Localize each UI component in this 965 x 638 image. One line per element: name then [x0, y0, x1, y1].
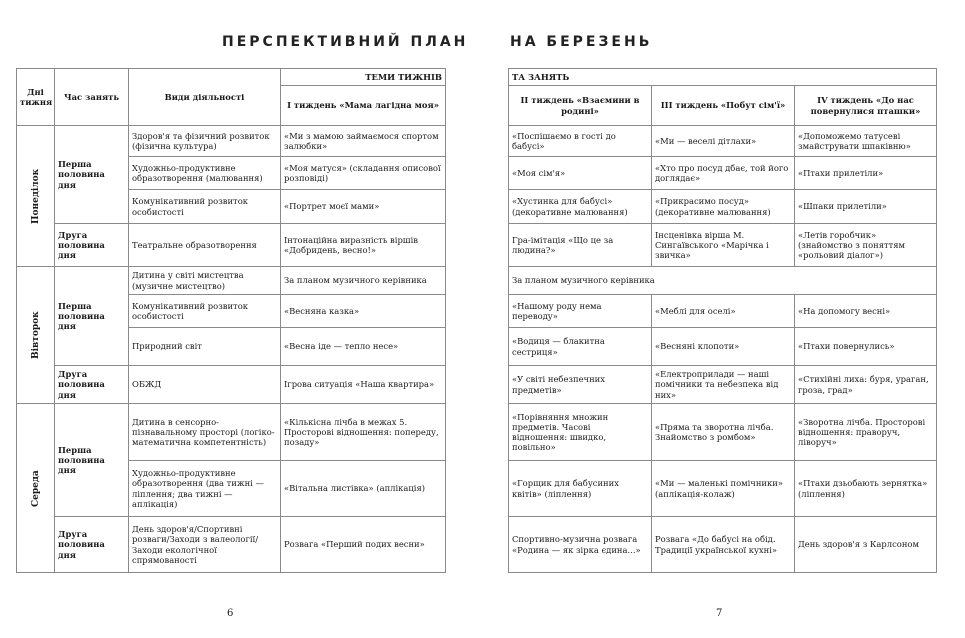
week4-cell: День здоров'я з Карлсоном — [795, 517, 937, 573]
week3-cell: «Електроприлади — наші помічники та небезпека від них» — [652, 366, 795, 404]
week1-cell: «Весна іде — тепло несе» — [281, 328, 446, 366]
week2-cell: «Водиця — блакитна сестриця» — [509, 328, 652, 366]
header-week1: І тиждень «Мама лагідна моя» — [281, 86, 446, 126]
week4-cell: «Птахи повернулись» — [795, 328, 937, 366]
week4-cell: «Птахи прилетіли» — [795, 157, 937, 190]
week3-cell: Розвага «До бабусі на обід. Традиції української кухні» — [652, 517, 795, 573]
week3-cell: «Пряма та зворотна лічба. Знайомство з ромбом» — [652, 404, 795, 461]
week3-cell: Інсценівка вірша М. Сингаївського «Марічка і звичка» — [652, 224, 795, 267]
week2-cell: «Моя сім'я» — [509, 157, 652, 190]
page-number-left: 6 — [227, 608, 234, 619]
plan-title-left: ПЕРСПЕКТИВНИЙ ПЛАН — [222, 34, 469, 50]
activity-cell: Театральне образотворення — [129, 224, 281, 267]
week4-cell: «Птахи дзьобають зернятка» (ліплення) — [795, 461, 937, 517]
week4-cell: «Допоможемо татусеві змайструвати шпаківню» — [795, 126, 937, 157]
week3-cell: «Меблі для оселі» — [652, 295, 795, 328]
week3-cell: «Весняні клопоти» — [652, 328, 795, 366]
week2-cell: «Хустинка для бабусі» (декоративне малювання) — [509, 190, 652, 224]
right-plan-table — [508, 68, 937, 573]
header-week3: ІІІ тиждень «Побут сім'ї» — [652, 86, 795, 126]
half-first: Перша половина дня — [55, 126, 129, 224]
week2-cell: «Поспішаємо в гості до бабусі» — [509, 126, 652, 157]
music-plan-cell: За планом музичного керівника — [509, 267, 937, 295]
week1-cell: «Вітальна листівка» (аплікація) — [281, 461, 446, 517]
week1-cell: За планом музичного керівника — [281, 267, 446, 295]
week2-cell: «Нашому роду нема переводу» — [509, 295, 652, 328]
week2-cell: «У світі небезпечних предметів» — [509, 366, 652, 404]
header-days: Дні тижня — [17, 69, 55, 126]
week4-cell: «На допомогу весні» — [795, 295, 937, 328]
activity-cell: ОБЖД — [129, 366, 281, 404]
header-week2: ІІ тиждень «Взаємини в родині» — [509, 86, 652, 126]
day-wednesday: Середа — [17, 404, 55, 573]
activity-cell: Комунікативний розвиток особистості — [129, 190, 281, 224]
plan-title-right: НА БЕРЕЗЕНЬ — [510, 34, 653, 50]
week2-cell: Спортивно-музична розвага «Родина — як зірка єдина...» — [509, 517, 652, 573]
half-second: Друга половина дня — [55, 517, 129, 573]
week3-cell: «Ми — маленькі помічники» (аплікація-колаж) — [652, 461, 795, 517]
header-activities: Види діяльності — [129, 69, 281, 126]
week1-cell: Інтонаційна виразність віршів «Добридень, весно!» — [281, 224, 446, 267]
day-tuesday: Вівторок — [17, 267, 55, 404]
week4-cell: «Летів горобчик» (знайомство з поняттям «рольовий діалог») — [795, 224, 937, 267]
half-second: Друга половина дня — [55, 366, 129, 404]
week4-cell: «Зворотна лічба. Просторові відношення: праворуч, ліворуч» — [795, 404, 937, 461]
half-first: Перша половина дня — [55, 267, 129, 366]
activity-cell: Природний світ — [129, 328, 281, 366]
week1-cell: «Ми з мамою займаємося спортом залюбки» — [281, 126, 446, 157]
half-first: Перша половина дня — [55, 404, 129, 517]
left-plan-table — [16, 68, 446, 573]
activity-cell: Дитина в сенсорно-пізнавальному просторі (логіко-математична компетентність) — [129, 404, 281, 461]
activity-cell: Художньо-продуктивне образотворення (два тижні — ліплення; два тижні — аплікація) — [129, 461, 281, 517]
header-week4: IV тиждень «До нас повернулися пташки» — [795, 86, 937, 126]
header-themes-right: ТА ЗАНЯТЬ — [509, 69, 937, 86]
week2-cell: Гра-імітація «Що це за людина?» — [509, 224, 652, 267]
week1-cell: «Весняна казка» — [281, 295, 446, 328]
week1-cell: «Моя матуся» (складання описової розповіді) — [281, 157, 446, 190]
week1-cell: «Кількісна лічба в межах 5. Просторові відношення: попереду, позаду» — [281, 404, 446, 461]
activity-cell: Комунікативний розвиток особистості — [129, 295, 281, 328]
page-number-right: 7 — [716, 608, 723, 619]
week3-cell: «Хто про посуд дбає, той його доглядає» — [652, 157, 795, 190]
header-time: Час занять — [55, 69, 129, 126]
week1-cell: Ігрова ситуація «Наша квартира» — [281, 366, 446, 404]
half-second: Друга половина дня — [55, 224, 129, 267]
week3-cell: «Ми — веселі дітлахи» — [652, 126, 795, 157]
week3-cell: «Прикрасимо посуд» (декоративне малювання) — [652, 190, 795, 224]
week4-cell: «Стихійні лиха: буря, ураган, гроза, град» — [795, 366, 937, 404]
activity-cell: Здоров'я та фізичний розвиток (фізична культура) — [129, 126, 281, 157]
week4-cell: «Шпаки прилетіли» — [795, 190, 937, 224]
activity-cell: День здоров'я/Спортивні розваги/Заходи з валеології/Заходи екологічної спрямованості — [129, 517, 281, 573]
day-monday: Понеділок — [17, 126, 55, 267]
activity-cell: Художньо-продуктивне образотворення (малювання) — [129, 157, 281, 190]
week1-cell: «Портрет моєї мами» — [281, 190, 446, 224]
activity-cell: Дитина у світі мистецтва (музичне мистецтво) — [129, 267, 281, 295]
week1-cell: Розвага «Перший подих весни» — [281, 517, 446, 573]
header-themes-left: ТЕМИ ТИЖНІВ — [281, 69, 446, 86]
week2-cell: «Порівняння множин предметів. Часові відношення: швидко, повільно» — [509, 404, 652, 461]
week2-cell: «Горщик для бабусиних квітів» (ліплення) — [509, 461, 652, 517]
